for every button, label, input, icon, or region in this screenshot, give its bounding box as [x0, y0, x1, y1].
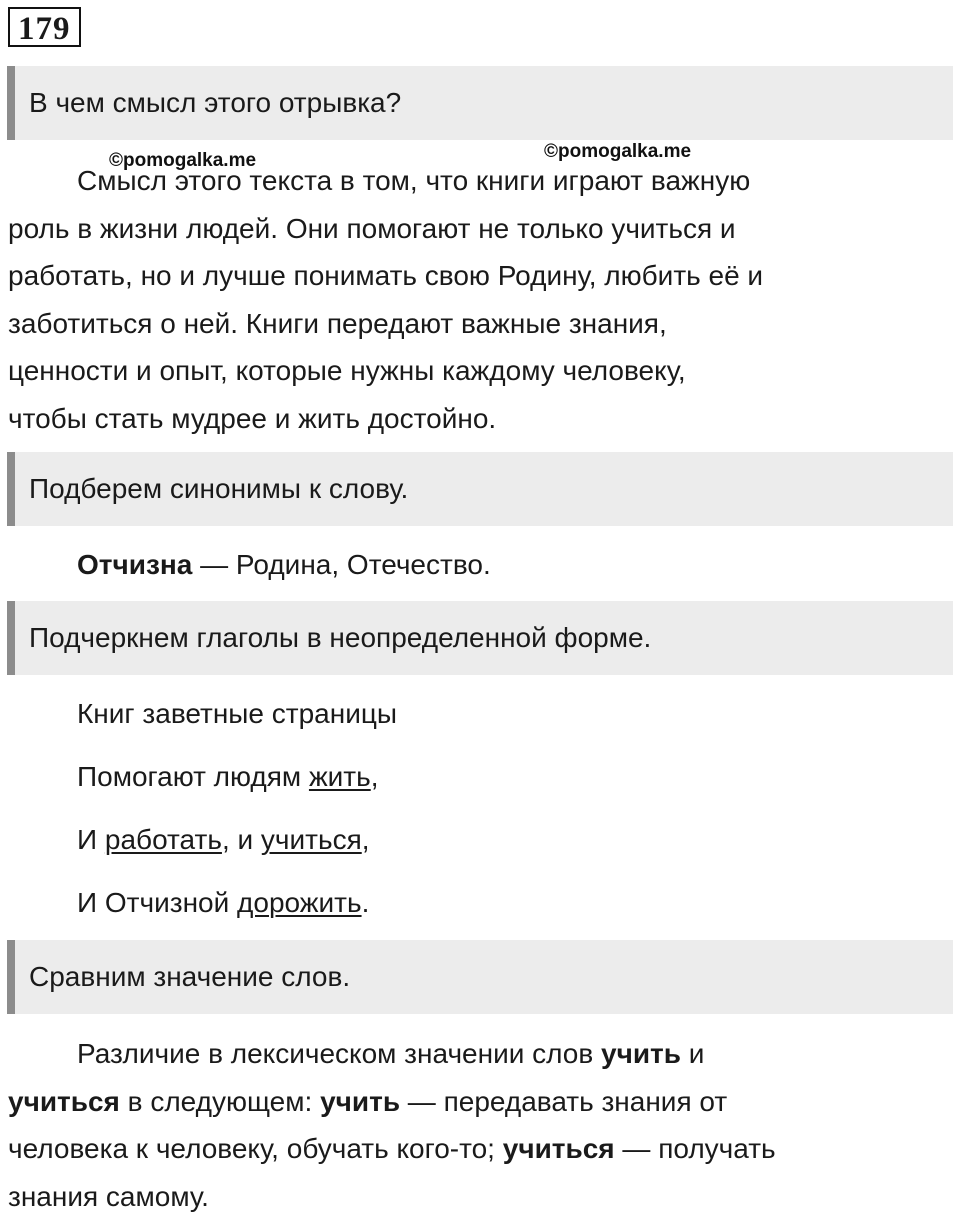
- section-heading-synonyms: Подберем синонимы к слову.: [7, 452, 953, 526]
- task-number: 179: [8, 7, 81, 47]
- underlined-verb: учиться: [261, 824, 362, 855]
- section-heading-compare: Сравним значение слов.: [7, 940, 953, 1014]
- bold-word: учиться: [503, 1133, 615, 1164]
- bold-word: учить: [601, 1038, 681, 1069]
- synonym-term: Отчизна: [77, 549, 192, 580]
- paragraph-line: Смысл этого текста в том, что книги играют важную: [8, 157, 948, 205]
- underlined-verb: дорожить: [237, 887, 362, 918]
- paragraph-line: человека к человеку, обучать кого-то; учиться — получать: [8, 1125, 948, 1173]
- poem-line-4: [77, 886, 369, 920]
- paragraph-line: чтобы стать мудрее и жить достойно.: [8, 395, 948, 443]
- paragraph-line: ценности и опыт, которые нужны каждому человеку,: [8, 347, 948, 395]
- meaning-paragraph: [8, 157, 948, 442]
- synonym-line: [77, 548, 491, 582]
- poem-line-2: [77, 760, 379, 794]
- poem-text: Помогают людям: [77, 761, 309, 792]
- poem-text: ,: [371, 761, 379, 792]
- underlined-verb: жить: [309, 761, 371, 792]
- poem-line-1: Книг заветные страницы: [77, 697, 397, 731]
- underlined-verb: работать: [105, 824, 222, 855]
- paragraph-line: учиться в следующем: учить — передавать знания от: [8, 1078, 948, 1126]
- paragraph-line: Различие в лексическом значении слов учить и: [8, 1030, 948, 1078]
- synonym-definition: — Родина, Отечество.: [192, 549, 490, 580]
- poem-text: И Отчизной: [77, 887, 237, 918]
- section-heading-meaning: В чем смысл этого отрывка?: [7, 66, 953, 140]
- section-heading-verbs: Подчеркнем глаголы в неопределенной форме.: [7, 601, 953, 675]
- bold-word: учить: [320, 1086, 400, 1117]
- watermark: ©pomogalka.me: [109, 150, 256, 172]
- bold-word: учиться: [8, 1086, 120, 1117]
- watermark: ©pomogalka.me: [544, 141, 691, 163]
- paragraph-line: знания самому.: [8, 1173, 948, 1220]
- poem-line-3: [77, 823, 370, 857]
- paragraph-line: роль в жизни людей. Они помогают не только учиться и: [8, 205, 948, 253]
- poem-text: И: [77, 824, 105, 855]
- poem-text: .: [362, 887, 370, 918]
- poem-text: , и: [222, 824, 261, 855]
- poem-text: ,: [362, 824, 370, 855]
- compare-paragraph: [8, 1030, 948, 1220]
- paragraph-line: заботиться о ней. Книги передают важные знания,: [8, 300, 948, 348]
- paragraph-line: работать, но и лучше понимать свою Родину, любить её и: [8, 252, 948, 300]
